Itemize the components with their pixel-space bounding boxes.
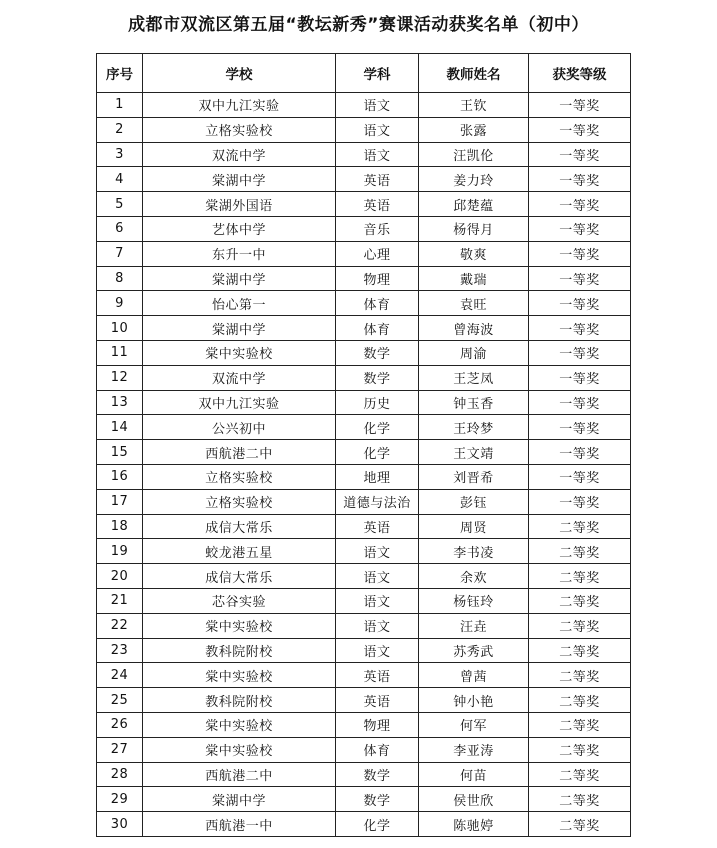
header-level: 获奖等级 [529,54,631,93]
cell-no: 22 [97,613,143,638]
cell-school: 棠中实验校 [143,613,336,638]
cell-level: 一等奖 [529,489,631,514]
cell-level: 一等奖 [529,192,631,217]
table-row [97,464,631,489]
table-row [97,514,631,539]
cell-subject: 英语 [336,688,419,713]
cell-no: 28 [97,762,143,787]
cell-teacher: 姜力玲 [419,167,529,192]
cell-teacher: 苏秀武 [419,638,529,663]
header-subject: 学科 [336,54,419,93]
table-row [97,440,631,465]
cell-subject: 音乐 [336,216,419,241]
cell-teacher: 钟玉香 [419,390,529,415]
cell-no: 3 [97,142,143,167]
cell-no: 1 [97,93,143,118]
cell-no: 4 [97,167,143,192]
cell-school: 芯谷实验 [143,588,336,613]
header-school: 学校 [143,54,336,93]
cell-school: 公兴初中 [143,415,336,440]
cell-teacher: 余欢 [419,564,529,589]
header-no: 序号 [97,54,143,93]
cell-school: 立格实验校 [143,464,336,489]
cell-level: 一等奖 [529,117,631,142]
table-row [97,192,631,217]
cell-no: 27 [97,737,143,762]
cell-subject: 化学 [336,440,419,465]
table-row [97,588,631,613]
cell-school: 东升一中 [143,241,336,266]
cell-no: 2 [97,117,143,142]
cell-no: 8 [97,266,143,291]
cell-teacher: 张露 [419,117,529,142]
table-row [97,365,631,390]
cell-no: 18 [97,514,143,539]
cell-no: 21 [97,588,143,613]
cell-subject: 语文 [336,539,419,564]
cell-school: 西航港一中 [143,812,336,837]
cell-no: 25 [97,688,143,713]
cell-school: 棠中实验校 [143,712,336,737]
table-row [97,216,631,241]
table-row [97,241,631,266]
cell-level: 二等奖 [529,787,631,812]
cell-school: 西航港二中 [143,440,336,465]
table-row [97,93,631,118]
cell-school: 双中九江实验 [143,390,336,415]
cell-level: 二等奖 [529,638,631,663]
cell-no: 19 [97,539,143,564]
table-row [97,390,631,415]
cell-teacher: 彭钰 [419,489,529,514]
cell-subject: 地理 [336,464,419,489]
cell-school: 棠中实验校 [143,340,336,365]
table-row [97,316,631,341]
cell-no: 10 [97,316,143,341]
cell-level: 二等奖 [529,613,631,638]
cell-level: 二等奖 [529,588,631,613]
cell-subject: 语文 [336,564,419,589]
cell-level: 一等奖 [529,340,631,365]
cell-subject: 体育 [336,316,419,341]
cell-teacher: 戴瑞 [419,266,529,291]
cell-level: 二等奖 [529,539,631,564]
cell-level: 一等奖 [529,365,631,390]
award-table-body [97,93,631,837]
cell-no: 29 [97,787,143,812]
cell-teacher: 敬爽 [419,241,529,266]
cell-teacher: 曾茜 [419,663,529,688]
document-title: 成都市双流区第五届“教坛新秀”赛课活动获奖名单（初中） [128,15,589,35]
cell-teacher: 汪凯伦 [419,142,529,167]
cell-no: 14 [97,415,143,440]
cell-subject: 数学 [336,762,419,787]
cell-school: 双流中学 [143,365,336,390]
header-row [97,54,631,93]
cell-subject: 数学 [336,340,419,365]
cell-school: 棠中实验校 [143,737,336,762]
cell-subject: 历史 [336,390,419,415]
cell-no: 17 [97,489,143,514]
table-row [97,663,631,688]
cell-school: 棠湖中学 [143,316,336,341]
table-row [97,737,631,762]
cell-school: 教科院附校 [143,688,336,713]
cell-no: 24 [97,663,143,688]
cell-level: 一等奖 [529,216,631,241]
cell-teacher: 李亚涛 [419,737,529,762]
table-row [97,340,631,365]
cell-school: 怡心第一 [143,291,336,316]
cell-subject: 心理 [336,241,419,266]
table-row [97,812,631,837]
cell-school: 棠湖中学 [143,787,336,812]
cell-no: 11 [97,340,143,365]
cell-level: 一等奖 [529,266,631,291]
cell-subject: 语文 [336,638,419,663]
cell-level: 二等奖 [529,762,631,787]
cell-level: 一等奖 [529,464,631,489]
cell-teacher: 李书凌 [419,539,529,564]
table-row [97,688,631,713]
cell-no: 26 [97,712,143,737]
cell-level: 一等奖 [529,167,631,192]
cell-teacher: 王文靖 [419,440,529,465]
cell-school: 棠中实验校 [143,663,336,688]
cell-no: 12 [97,365,143,390]
cell-teacher: 陈驰婷 [419,812,529,837]
cell-level: 二等奖 [529,663,631,688]
table-row [97,787,631,812]
cell-level: 一等奖 [529,142,631,167]
cell-teacher: 钟小艳 [419,688,529,713]
table-row [97,415,631,440]
table-row [97,638,631,663]
cell-teacher: 侯世欣 [419,787,529,812]
cell-school: 艺体中学 [143,216,336,241]
award-table-header [97,54,631,93]
cell-no: 9 [97,291,143,316]
cell-subject: 英语 [336,192,419,217]
cell-no: 6 [97,216,143,241]
header-teacher: 教师姓名 [419,54,529,93]
cell-level: 二等奖 [529,564,631,589]
cell-subject: 道德与法治 [336,489,419,514]
cell-school: 棠湖外国语 [143,192,336,217]
cell-teacher: 何苗 [419,762,529,787]
cell-teacher: 汪垚 [419,613,529,638]
cell-teacher: 周渝 [419,340,529,365]
cell-no: 15 [97,440,143,465]
cell-subject: 语文 [336,142,419,167]
cell-subject: 英语 [336,514,419,539]
cell-subject: 数学 [336,365,419,390]
table-row [97,712,631,737]
cell-school: 立格实验校 [143,489,336,514]
table-row [97,167,631,192]
cell-level: 二等奖 [529,812,631,837]
cell-level: 一等奖 [529,415,631,440]
cell-subject: 数学 [336,787,419,812]
table-row [97,291,631,316]
cell-subject: 化学 [336,415,419,440]
cell-level: 二等奖 [529,737,631,762]
cell-school: 棠湖中学 [143,266,336,291]
cell-school: 立格实验校 [143,117,336,142]
cell-subject: 英语 [336,167,419,192]
cell-subject: 语文 [336,613,419,638]
cell-teacher: 袁旺 [419,291,529,316]
table-row [97,613,631,638]
cell-school: 蛟龙港五星 [143,539,336,564]
cell-teacher: 王钦 [419,93,529,118]
cell-level: 二等奖 [529,712,631,737]
cell-no: 16 [97,464,143,489]
cell-teacher: 曾海波 [419,316,529,341]
cell-teacher: 王玲梦 [419,415,529,440]
cell-subject: 化学 [336,812,419,837]
cell-level: 一等奖 [529,316,631,341]
cell-level: 一等奖 [529,241,631,266]
table-row [97,489,631,514]
cell-level: 一等奖 [529,440,631,465]
cell-level: 一等奖 [529,291,631,316]
cell-school: 双流中学 [143,142,336,167]
cell-teacher: 周贤 [419,514,529,539]
cell-school: 成信大常乐 [143,564,336,589]
cell-teacher: 王芝凤 [419,365,529,390]
cell-school: 教科院附校 [143,638,336,663]
cell-teacher: 邱楚蕴 [419,192,529,217]
table-row [97,142,631,167]
award-table [96,53,631,837]
cell-subject: 物理 [336,712,419,737]
cell-subject: 体育 [336,291,419,316]
cell-no: 13 [97,390,143,415]
table-row [97,266,631,291]
cell-level: 二等奖 [529,688,631,713]
cell-subject: 语文 [336,117,419,142]
cell-subject: 语文 [336,588,419,613]
cell-no: 23 [97,638,143,663]
cell-level: 二等奖 [529,514,631,539]
cell-no: 7 [97,241,143,266]
cell-school: 西航港二中 [143,762,336,787]
table-row [97,762,631,787]
cell-school: 棠湖中学 [143,167,336,192]
table-row [97,117,631,142]
cell-school: 双中九江实验 [143,93,336,118]
cell-teacher: 刘晋希 [419,464,529,489]
cell-teacher: 杨钰玲 [419,588,529,613]
table-row [97,539,631,564]
cell-teacher: 杨得月 [419,216,529,241]
cell-subject: 英语 [336,663,419,688]
cell-no: 30 [97,812,143,837]
cell-no: 5 [97,192,143,217]
cell-no: 20 [97,564,143,589]
cell-subject: 物理 [336,266,419,291]
table-row [97,564,631,589]
cell-level: 一等奖 [529,390,631,415]
cell-teacher: 何军 [419,712,529,737]
cell-subject: 语文 [336,93,419,118]
cell-school: 成信大常乐 [143,514,336,539]
cell-level: 一等奖 [529,93,631,118]
cell-subject: 体育 [336,737,419,762]
